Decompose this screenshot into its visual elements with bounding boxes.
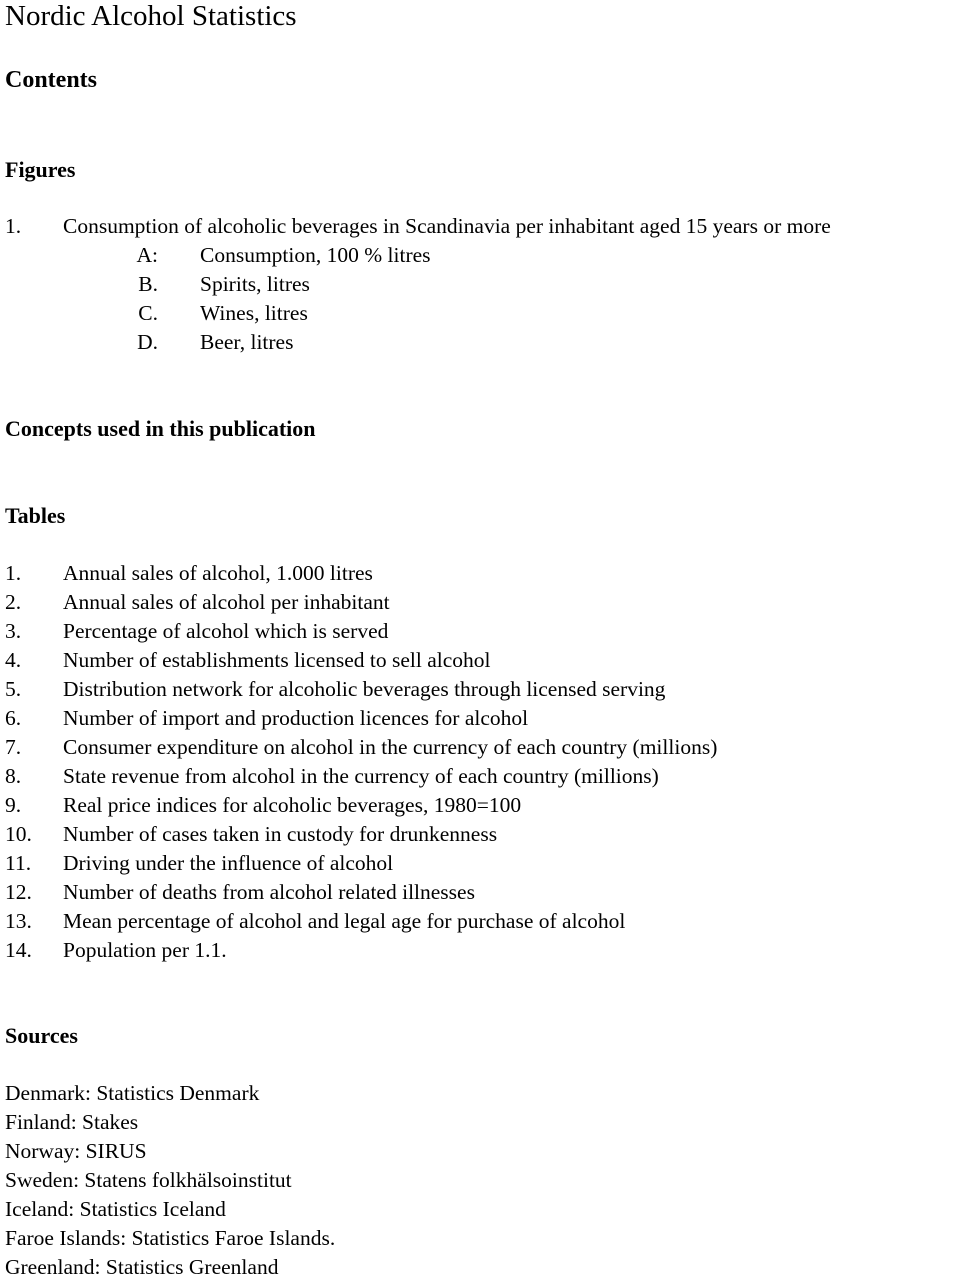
page-title: Nordic Alcohol Statistics	[5, 0, 297, 32]
tables-heading: Tables	[5, 503, 66, 528]
table-title: Consumer expenditure on alcohol in the currency of each country (millions)	[63, 735, 718, 759]
figure-subitem-letter: A:	[136, 243, 158, 267]
figures-heading: Figures	[5, 157, 76, 182]
source-item: Iceland: Statistics Iceland	[5, 1197, 226, 1221]
table-title: Number of import and production licences for alcohol	[63, 706, 529, 730]
table-number: 6.	[5, 706, 22, 730]
table-number: 7.	[5, 735, 22, 759]
source-item: Denmark: Statistics Denmark	[5, 1081, 260, 1105]
table-title: Annual sales of alcohol per inhabitant	[63, 590, 390, 614]
table-title: Number of deaths from alcohol related illnesses	[63, 880, 475, 904]
figure-title: Consumption of alcoholic beverages in Scandinavia per inhabitant aged 15 years or more	[63, 214, 831, 238]
table-title: State revenue from alcohol in the currency of each country (millions)	[63, 764, 659, 788]
source-item: Norway: SIRUS	[5, 1139, 147, 1163]
sources-heading: Sources	[5, 1023, 78, 1048]
figure-subitem-text: Consumption, 100 % litres	[200, 243, 431, 267]
table-number: 11.	[5, 851, 32, 875]
table-title: Annual sales of alcohol, 1.000 litres	[63, 561, 373, 585]
figure-subitem-letter: B.	[138, 272, 158, 296]
table-title: Population per 1.1.	[63, 938, 227, 962]
table-number: 12.	[5, 880, 32, 904]
table-title: Distribution network for alcoholic beverages through licensed serving	[63, 677, 666, 701]
concepts-heading: Concepts used in this publication	[5, 416, 316, 441]
table-number: 8.	[5, 764, 22, 788]
figure-subitem-letter: D.	[137, 330, 158, 354]
figure-subitem-letter: C.	[138, 301, 158, 325]
table-number: 13.	[5, 909, 32, 933]
table-number: 14.	[5, 938, 32, 962]
figure-number: 1.	[5, 214, 22, 238]
table-number: 1.	[5, 561, 22, 585]
table-title: Number of cases taken in custody for drunkenness	[63, 822, 498, 846]
source-item: Faroe Islands: Statistics Faroe Islands.	[5, 1226, 336, 1250]
source-item: Greenland: Statistics Greenland	[5, 1255, 279, 1279]
figure-subitem-text: Spirits, litres	[200, 272, 310, 296]
table-title: Number of establishments licensed to sell alcohol	[63, 648, 491, 672]
table-title: Real price indices for alcoholic beverages, 1980=100	[63, 793, 522, 817]
table-number: 5.	[5, 677, 22, 701]
table-number: 4.	[5, 648, 22, 672]
table-number: 10.	[5, 822, 32, 846]
source-item: Finland: Stakes	[5, 1110, 139, 1134]
table-number: 3.	[5, 619, 22, 643]
contents-heading: Contents	[5, 67, 98, 93]
table-number: 9.	[5, 793, 22, 817]
table-number: 2.	[5, 590, 22, 614]
table-title: Percentage of alcohol which is served	[63, 619, 389, 643]
figure-subitem-text: Beer, litres	[200, 330, 294, 354]
figure-subitem-text: Wines, litres	[200, 301, 308, 325]
source-item: Sweden: Statens folkhälsoinstitut	[5, 1168, 292, 1192]
table-title: Mean percentage of alcohol and legal age for purchase of alcohol	[63, 909, 626, 933]
table-title: Driving under the influence of alcohol	[63, 851, 394, 875]
